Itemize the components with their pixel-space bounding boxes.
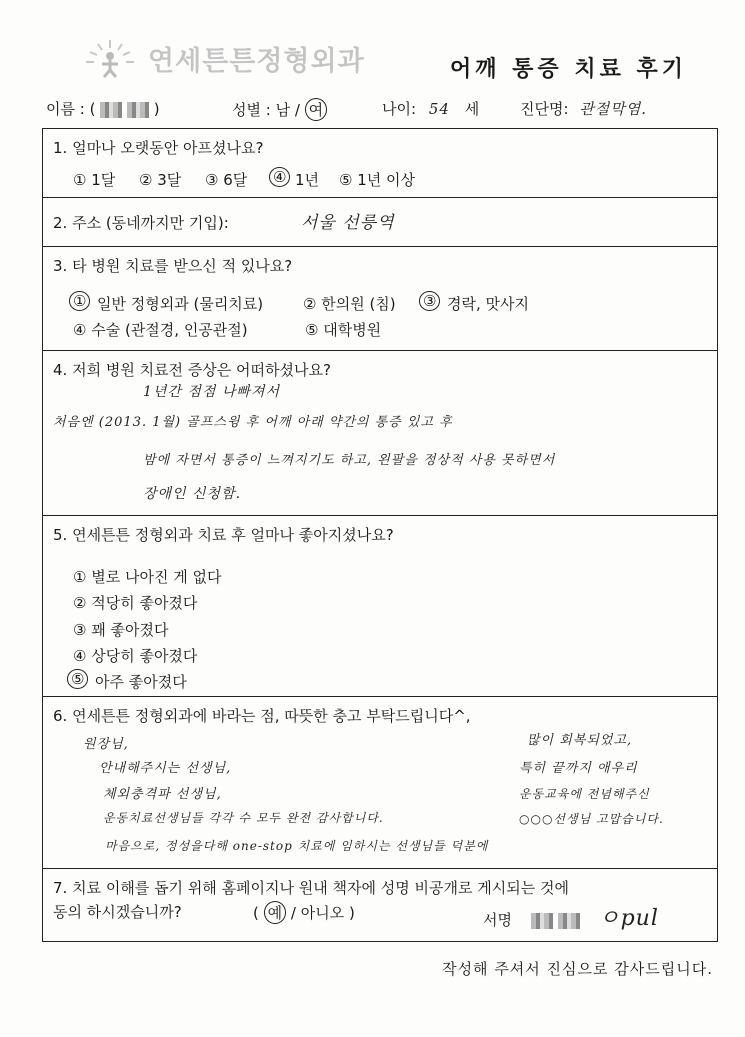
q6-right-line-1: 많이 회복되었고, (527, 733, 633, 748)
q6-right-line-2: 특히 끝까지 애우리 (519, 761, 638, 776)
q6-left-line-1: 원장님, (83, 737, 129, 752)
question-5-text: 5. 연세튼튼 정형외과 치료 후 얼마나 좋아지셨나요? (53, 526, 394, 544)
question-7-text: 7. 치료 이해를 돕기 위해 홈페이지나 원내 책자에 성명 비공개로 게시되는 것에 (53, 879, 569, 897)
q1-option-3[interactable]: ③ 6달 (205, 171, 248, 189)
question-7 (43, 869, 718, 942)
sun-people-icon (80, 38, 140, 78)
q1-option-2[interactable]: ② 3달 (139, 171, 182, 189)
name-field[interactable] (46, 98, 160, 119)
question-3 (43, 247, 718, 351)
name-redacted (100, 102, 122, 118)
signature-label: 서명 (483, 911, 512, 929)
question-1 (43, 129, 718, 198)
q7-line-2: 동의 하시겠습니까? (53, 903, 182, 921)
q1-option-4-label: 1년 (295, 171, 320, 189)
q3-option-3-label: 경락, 맛사지 (447, 295, 529, 313)
q1-option-5[interactable]: ⑤ 1년 이상 (339, 171, 415, 189)
question-2 (43, 198, 718, 247)
q2-answer: 서울 선릉역 (301, 213, 395, 233)
q7-yes-selected[interactable]: 예 (264, 901, 287, 924)
q3-option-5[interactable]: ⑤ 대학병원 (305, 321, 382, 339)
gender-field[interactable] (232, 98, 327, 121)
age-unit: 세 (464, 100, 480, 118)
q7-consent-choice[interactable] (253, 901, 355, 924)
q7-open-paren: ( (253, 904, 259, 922)
thank-you-text: 작성해 주셔서 진심으로 감사드립니다. (442, 960, 713, 978)
signature: ㅇpul (598, 906, 659, 931)
q6-right-line-3: 운동교육에 전념해주신 (519, 787, 650, 801)
q5-option-3[interactable]: ③ 꽤 좋아졌다 (73, 621, 169, 639)
age-value: 54 (428, 100, 450, 118)
diagnosis-field[interactable] (520, 98, 647, 119)
q4-answer-line-2: 처음엔 (2013. 1월) 골프스윙 후 어깨 아래 약간의 통증 있고 후 (53, 415, 453, 430)
diagnosis-label: 진단명: (520, 100, 569, 118)
q1-option-4-selected[interactable]: ④ (269, 167, 290, 187)
q5-option-2[interactable]: ② 적당히 좋아졌다 (73, 594, 198, 612)
q7-no-option[interactable]: / 아니오 ) (290, 904, 355, 922)
q5-option-5-label: 아주 좋아졌다 (95, 673, 187, 691)
question-3-text: 3. 타 병원 치료를 받으신 적 있나요? (53, 257, 293, 275)
q1-option-1[interactable]: ① 1달 (73, 171, 116, 189)
q6-left-line-4: 운동치료선생님들 각각 수 모두 완전 감사합니다. (103, 811, 384, 825)
q3-option-1-label: 일반 정형외과 (물리치료) (97, 295, 264, 313)
question-1-text: 1. 얼마나 오랫동안 아프셨나요? (53, 139, 264, 157)
q3-option-1-selected[interactable]: ① (69, 291, 90, 311)
q5-option-1[interactable]: ① 별로 나아진 게 없다 (73, 568, 222, 586)
q4-answer-line-1: 1년간 점점 나빠져서 (143, 384, 280, 400)
question-2-text: 2. 주소 (동네까지만 기입): (53, 214, 229, 232)
age-field[interactable] (382, 98, 479, 119)
q3-option-4[interactable]: ④ 수술 (관절경, 인공관절) (73, 321, 248, 339)
question-4 (43, 351, 718, 516)
q4-answer-line-3: 밤에 자면서 통증이 느껴지기도 하고, 왼팔을 정상적 사용 못하면서 (143, 453, 556, 468)
q5-option-4[interactable]: ④ 상당히 좋아졌다 (73, 647, 198, 665)
signature-redacted (558, 913, 580, 929)
clinic-logo (80, 38, 365, 78)
diagnosis-value: 관절막염. (579, 100, 648, 118)
question-6 (43, 697, 718, 869)
form-title: 어깨 통증 치료 후기 (450, 57, 687, 82)
q6-left-line-5: 마음으로, 정성을다해 one-stop 치료에 임하시는 선생님들 덕분에 (105, 839, 489, 853)
signature-redacted (531, 913, 553, 929)
question-5 (43, 516, 718, 697)
question-6-text: 6. 연세튼튼 정형외과에 바라는 점, 따뜻한 충고 부탁드립니다^, (53, 707, 471, 725)
name-redacted (127, 102, 149, 118)
name-label: 이름 : ( (46, 100, 96, 118)
q3-option-2[interactable]: ② 한의원 (침) (303, 295, 396, 313)
q3-option-3-selected[interactable]: ③ (419, 291, 440, 311)
age-label: 나이: (382, 100, 417, 118)
survey-table (42, 128, 718, 942)
name-close: ) (153, 100, 160, 118)
logo-text: 연세튼튼정형외과 (148, 45, 365, 77)
gender-selected[interactable]: 여 (305, 98, 328, 121)
gender-label: 성별 : 남 / (232, 101, 300, 119)
q6-left-line-2: 안내해주시는 선생님, (99, 761, 232, 776)
q6-right-line-4: ○○○선생님 고맙습니다. (519, 812, 664, 826)
q6-left-line-3: 체외충격파 선생님, (103, 787, 222, 802)
signature-field[interactable] (483, 901, 659, 932)
q5-option-5-selected[interactable]: ⑤ (67, 669, 88, 689)
q4-answer-line-4: 장애인 신청함. (143, 486, 242, 502)
question-4-text: 4. 저희 병원 치료전 증상은 어떠하셨나요? (53, 361, 331, 379)
